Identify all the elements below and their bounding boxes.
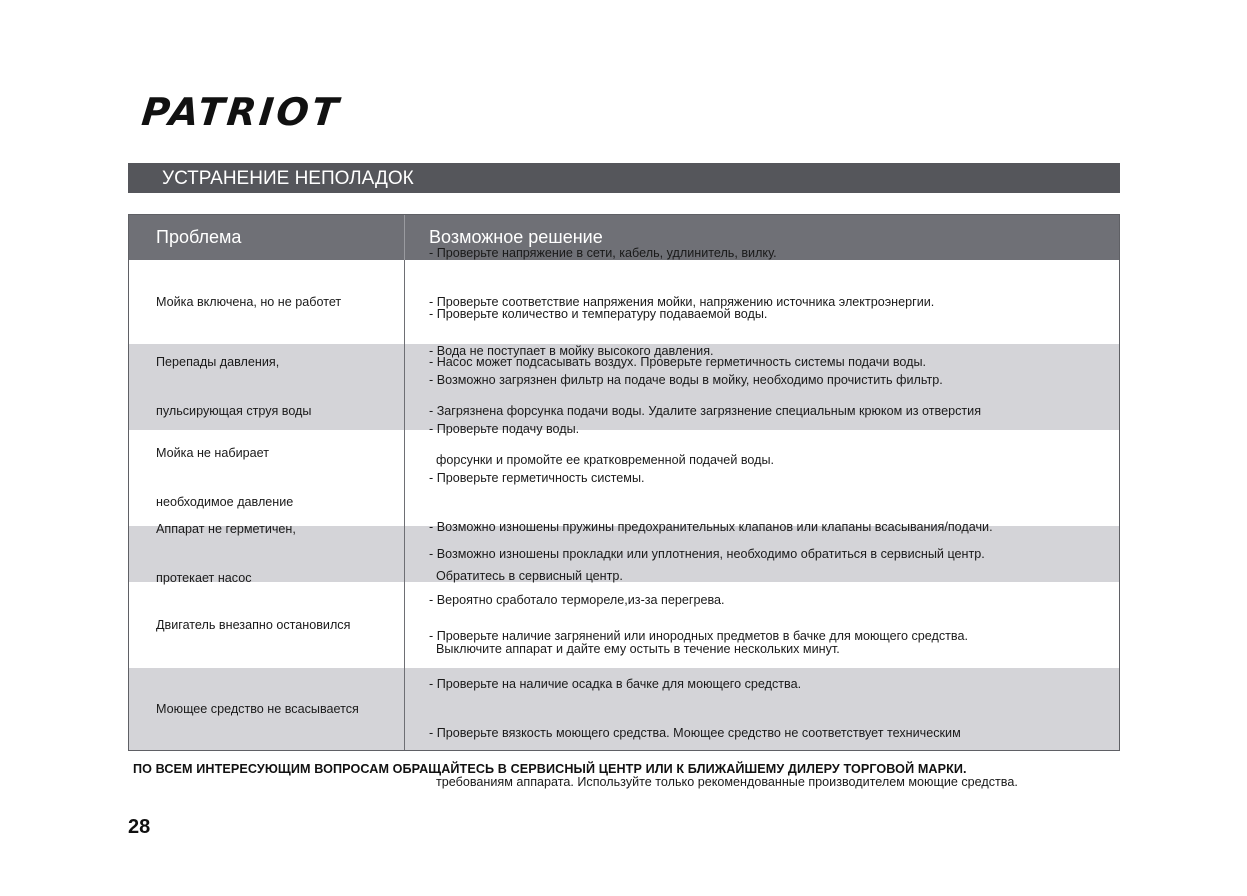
problem-cell bbox=[129, 668, 405, 750]
problem-line: Мойка включена, но не работет bbox=[156, 294, 342, 309]
solution-line: - Проверьте вязкость моющего средства. Моющее средство не соответствует техническим bbox=[429, 726, 961, 741]
solution-line: - Проверьте герметичность системы. bbox=[429, 470, 645, 485]
header-solution: Возможное решение bbox=[429, 227, 603, 247]
solution-line: - Возможно загрязнен фильтр на подаче воды в мойку, необходимо прочистить фильтр. bbox=[429, 373, 943, 388]
problem-line: необходимое давление bbox=[156, 495, 294, 510]
solution-line: - Возможно изношены прокладки или уплотнения, необходимо обратиться в сервисный центр. bbox=[429, 546, 985, 561]
service-center-note: ПО ВСЕМ ИНТЕРЕСУЮЩИМ ВОПРОСАМ ОБРАЩАЙТЕСЬ В СЕРВИСНЫЙ ЦЕНТР ИЛИ К БЛИЖАЙШЕМУ ДИЛЕРУ ТОРГОВОЙ МАРКИ. bbox=[133, 762, 967, 776]
solution-line: форсунки и промойте ее кратковременной подачей воды. bbox=[429, 453, 775, 468]
solution-line: требованиям аппарата. Используйте только рекомендованные производителем моющие средства. bbox=[429, 775, 1018, 790]
problem-line: Двигатель внезапно остановился bbox=[156, 617, 351, 632]
solution-line: - Загрязнена форсунка подачи воды. Удалите загрязнение специальным крюком из отверстия bbox=[429, 404, 982, 419]
solution-line: - Проверьте соответствие напряжения мойки, напряжению источника электроэнергии. bbox=[429, 294, 935, 309]
solution-line: - Проверьте наличие загрянений или инородных предметов в бачке для моющего средства. bbox=[429, 628, 968, 643]
problem-line: Перепады давления, bbox=[156, 355, 280, 370]
solution-line: Обратитесь в сервисный центр. bbox=[429, 568, 623, 583]
problem-line: Аппарат не герметичен, bbox=[156, 522, 296, 537]
solution-line: - Проверьте на наличие осадка в бачке для моющего средства. bbox=[429, 677, 802, 692]
solution-line: Выключите аппарат и дайте ему остыть в течение нескольких минут. bbox=[429, 642, 840, 657]
problem-line: протекает насос bbox=[156, 571, 252, 586]
solution-line: - Насос может подсасывать воздух. Проверьте герметичность системы подачи воды. bbox=[429, 355, 927, 370]
brand-logo: PATRIOT bbox=[139, 90, 343, 134]
solution-line: - Проверьте подачу воды. bbox=[429, 421, 580, 436]
problem-line: Моющее средство не всасывается bbox=[156, 701, 359, 716]
section-title: УСТРАНЕНИЕ НЕПОЛАДОК bbox=[128, 163, 1120, 193]
problem-line: пульсирующая струя воды bbox=[156, 404, 312, 419]
problem-line: Мойка не набирает bbox=[156, 446, 269, 461]
page-number: 28 bbox=[128, 816, 151, 838]
problem-cell bbox=[129, 582, 405, 668]
header-problem: Проблема bbox=[129, 215, 405, 260]
solution-line: - Вода не поступает в мойку высокого давления. bbox=[429, 343, 714, 358]
solution-line: - Возможно изношены пружины предохранительных клапанов или клапаны всасывания/подачи. bbox=[429, 519, 993, 534]
solution-line: - Вероятно сработало термореле,из-за перегрева. bbox=[429, 593, 725, 608]
solution-line: - Проверьте напряжение в сети, кабель, удлинитель, вилку. bbox=[429, 245, 777, 260]
solution-line: - Проверьте количество и температуру подаваемой воды. bbox=[429, 306, 768, 321]
problem-cell bbox=[129, 522, 405, 586]
